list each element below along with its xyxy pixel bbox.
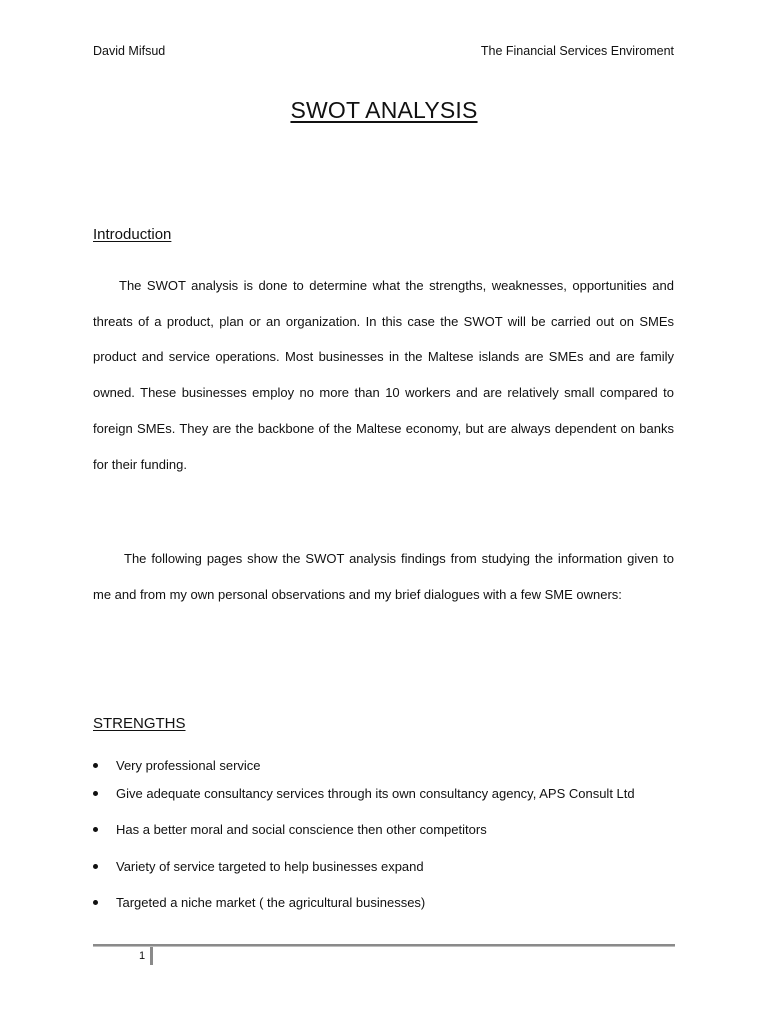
page-title: SWOT ANALYSIS [290,97,478,123]
strengths-list [93,756,693,913]
list-item [93,756,693,776]
page-number-divider [150,947,153,965]
introduction-paragraph-1: The SWOT analysis is done to determine what the strengths, weaknesses, opportunities and threats of a product, plan or an organization. In this case the SWOT will be carried out on SMEs product and service operations. Most businesses in the Maltese islands are SMEs and are family owned. These businesses employ no more than 10 workers and are relatively small compared to foreign SMEs. They are the backbone of the Maltese economy, but are always dependent on banks for their funding. [93,278,674,472]
strengths-heading: STRENGTHS [93,715,186,732]
bullet-icon [93,827,98,832]
list-item [93,857,693,877]
header-author: David Mifsud [93,44,166,58]
list-item [93,784,693,804]
list-item-text: Very professional service [116,758,261,773]
list-item [93,893,693,913]
header-course: The Financial Services Enviroment [480,44,674,58]
introduction-paragraph-2: The following pages show the SWOT analysis findings from studying the information given to me and from my own personal observations and my brief dialogues with a few SME owners: [93,551,674,602]
bullet-icon [93,763,98,768]
bullet-icon [93,900,98,905]
list-item [93,820,693,840]
bullet-icon [93,864,98,869]
page-number: 1 [139,950,146,962]
list-item-text: Give adequate consultancy services through its own consultancy agency, APS Consult Ltd [116,786,635,801]
list-item-text: Variety of service targeted to help businesses expand [116,859,424,874]
bullet-icon [93,791,98,796]
list-item-text: Has a better moral and social conscience then other competitors [116,822,487,837]
footer-divider [93,944,675,947]
list-item-text: Targeted a niche market ( the agricultural businesses) [116,895,426,910]
introduction-heading: Introduction [93,226,172,243]
